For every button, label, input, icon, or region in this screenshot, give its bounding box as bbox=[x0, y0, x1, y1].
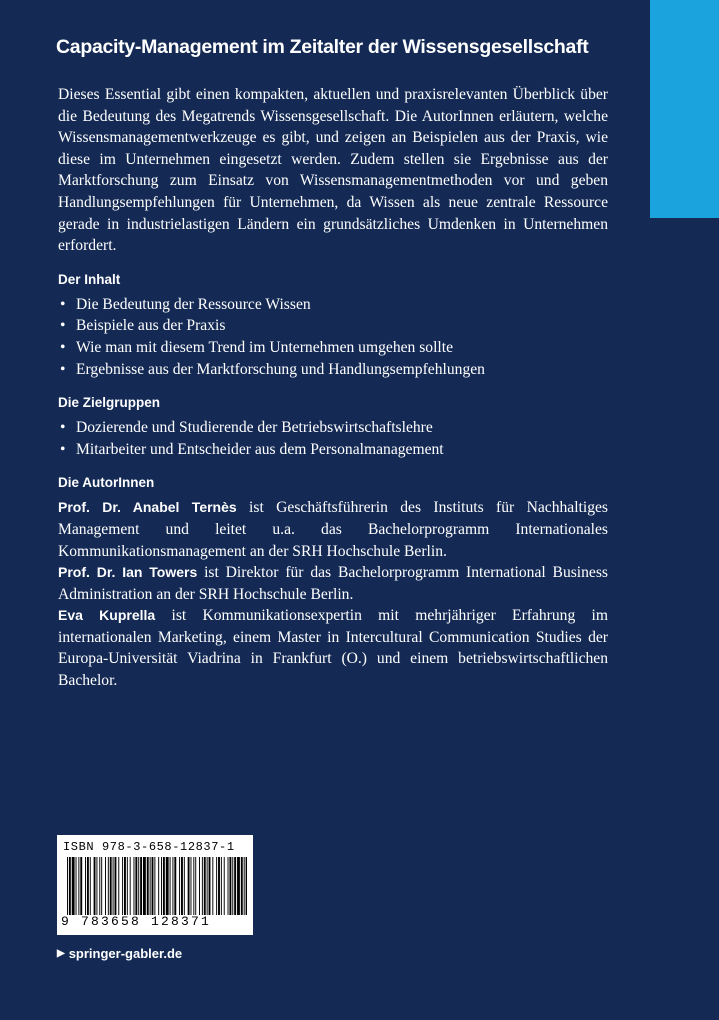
barcode-bar bbox=[212, 857, 213, 915]
list-item: • Wie man mit diesem Trend im Unternehmen umgehen sollte bbox=[58, 337, 608, 359]
barcode-bar bbox=[138, 857, 139, 915]
zielgruppen-list bbox=[58, 417, 608, 460]
author-description: ist Direktor für das Bachelorprogramm International Business Administration an der SRH Hochschule Berlin. bbox=[58, 564, 608, 603]
barcode-bar bbox=[166, 857, 169, 915]
barcode-bar bbox=[191, 857, 192, 915]
barcode-bar bbox=[115, 857, 117, 915]
barcode-bar bbox=[195, 857, 196, 915]
barcode-bar bbox=[184, 857, 185, 915]
barcode-bar bbox=[193, 857, 194, 915]
barcode-bar bbox=[99, 857, 100, 915]
isbn-number: ISBN 978-3-658-12837-1 bbox=[63, 840, 235, 854]
barcode-bar bbox=[90, 857, 91, 915]
barcode-bar bbox=[108, 857, 109, 915]
book-title: Capacity-Management im Zeitalter der Wissensgesellschaft bbox=[56, 36, 589, 58]
list-item: • Dozierende und Studierende der Betriebswirtschaftslehre bbox=[58, 417, 608, 439]
barcode-bar bbox=[224, 857, 225, 915]
barcode-bar bbox=[122, 857, 123, 915]
barcode-bar bbox=[94, 857, 96, 915]
author-bio bbox=[58, 497, 608, 562]
author-bio bbox=[58, 605, 608, 691]
barcode-bar bbox=[147, 857, 149, 915]
barcode-bar bbox=[216, 857, 217, 915]
list-item: • Die Bedeutung der Ressource Wissen bbox=[58, 294, 608, 316]
barcode-bar bbox=[69, 857, 71, 915]
barcode-bar bbox=[174, 857, 176, 915]
barcode-bar bbox=[96, 857, 97, 915]
barcode-bar bbox=[67, 857, 68, 915]
barcode-bar bbox=[204, 857, 206, 915]
barcode-bar bbox=[150, 857, 151, 915]
barcode-bar bbox=[199, 857, 200, 915]
barcode-bar bbox=[161, 857, 162, 915]
list-item: • Beispiele aus der Praxis bbox=[58, 315, 608, 337]
barcode-bar bbox=[207, 857, 208, 915]
barcode-bar bbox=[221, 857, 222, 915]
author-bio bbox=[58, 562, 608, 605]
barcode-bar bbox=[105, 857, 106, 915]
barcode-bar bbox=[72, 857, 75, 915]
barcode-bar bbox=[237, 857, 240, 915]
barcode-bar bbox=[218, 857, 220, 915]
barcode-bar bbox=[152, 857, 154, 915]
barcode-bar bbox=[172, 857, 173, 915]
barcode-bar bbox=[101, 857, 102, 915]
barcode-digits: 9 783658 128371 bbox=[61, 914, 212, 929]
barcode-bar bbox=[181, 857, 183, 915]
author-name: Prof. Dr. Ian Towers bbox=[58, 564, 198, 581]
barcode-bar bbox=[163, 857, 165, 915]
intro-paragraph: Dieses Essential gibt einen kompakten, aktuellen und praxisrelevanten Überblick über die Bedeutung des Megatrends Wissensgesellschaft. Die AutorInnen erläutern, welche Wissensmanagementwerkzeuge es gibt, und zeigen an Beispielen aus der Praxis, wie diese im Unternehmen eingesetzt werden. Zudem stellen sie Ergebnisse aus der Marktforschung zum Einsatz von Wissensmanagementmethoden vor und geben Handlungsempfehlungen für Unternehmen, da Wissen als neue zentrale Ressource gerade in industrielastigen Ländern ein grundsätzliches Umdenken in Unternehmen erfordert. bbox=[58, 86, 608, 255]
barcode-bar bbox=[76, 857, 77, 915]
barcode-bar bbox=[143, 857, 146, 915]
barcode-bar bbox=[244, 857, 245, 915]
author-description: ist Kommunikationsexpertin mit mehrjähriger Erfahrung im internationalen Marketing, einem Master in Intercultural Communication Studies der Europa-Universität Viadrina in Frankfurt (O.) und einem betriebswirtschaftlichen Bachelor. bbox=[58, 607, 608, 690]
barcode-bar bbox=[188, 857, 190, 915]
author-description: ist Geschäftsführerin des Instituts für Nachhaltiges Management und leitet u.a. das Bachelorprogramm Internationales Kommunikationsmanagement an der SRH Hochschule Berlin. bbox=[58, 499, 608, 560]
barcode-bar bbox=[135, 857, 137, 915]
accent-bar bbox=[650, 0, 719, 218]
barcode-bar bbox=[127, 857, 128, 915]
barcode-bar bbox=[78, 857, 79, 915]
barcode-bar bbox=[232, 857, 233, 915]
barcode-bar bbox=[85, 857, 86, 915]
inhalt-heading: Der Inhalt bbox=[58, 271, 121, 287]
barcode-bar bbox=[134, 857, 135, 915]
barcode-bar bbox=[228, 857, 229, 915]
barcode-bar bbox=[246, 857, 247, 915]
inhalt-list bbox=[58, 294, 608, 380]
arrow-right-icon: ▶ bbox=[57, 948, 65, 959]
barcode-bar bbox=[179, 857, 180, 915]
author-name: Eva Kuprella bbox=[58, 607, 156, 624]
zielgruppen-heading: Die Zielgruppen bbox=[58, 395, 161, 411]
barcode-bar bbox=[234, 857, 236, 915]
barcode-bar bbox=[209, 857, 211, 915]
barcode-bar bbox=[241, 857, 243, 915]
barcode-bar bbox=[80, 857, 82, 915]
list-item: • Mitarbeiter und Entscheider aus dem Personalmanagement bbox=[58, 439, 608, 461]
barcode-bar bbox=[118, 857, 119, 915]
barcode-bar bbox=[87, 857, 89, 915]
back-cover-text bbox=[58, 84, 608, 692]
list-item: • Ergebnisse aus der Marktforschung und Handlungsempfehlungen bbox=[58, 359, 608, 381]
barcode-bar bbox=[229, 857, 231, 915]
publisher-link[interactable] bbox=[57, 946, 182, 961]
barcode-bar bbox=[154, 857, 155, 915]
barcode-bar bbox=[158, 857, 159, 915]
publisher-label: springer-gabler.de bbox=[68, 946, 183, 961]
barcode-bar bbox=[124, 857, 126, 915]
barcode-bar bbox=[202, 857, 203, 915]
barcode-bar bbox=[110, 857, 112, 915]
isbn-barcode bbox=[57, 835, 253, 935]
autoren-heading: Die AutorInnen bbox=[58, 475, 155, 491]
barcode-bar bbox=[140, 857, 142, 915]
barcode-bars bbox=[67, 857, 247, 915]
author-name: Prof. Dr. Anabel Ternès bbox=[58, 499, 237, 516]
barcode-bar bbox=[130, 857, 131, 915]
barcode-bar bbox=[113, 857, 114, 915]
barcode-bar bbox=[170, 857, 171, 915]
